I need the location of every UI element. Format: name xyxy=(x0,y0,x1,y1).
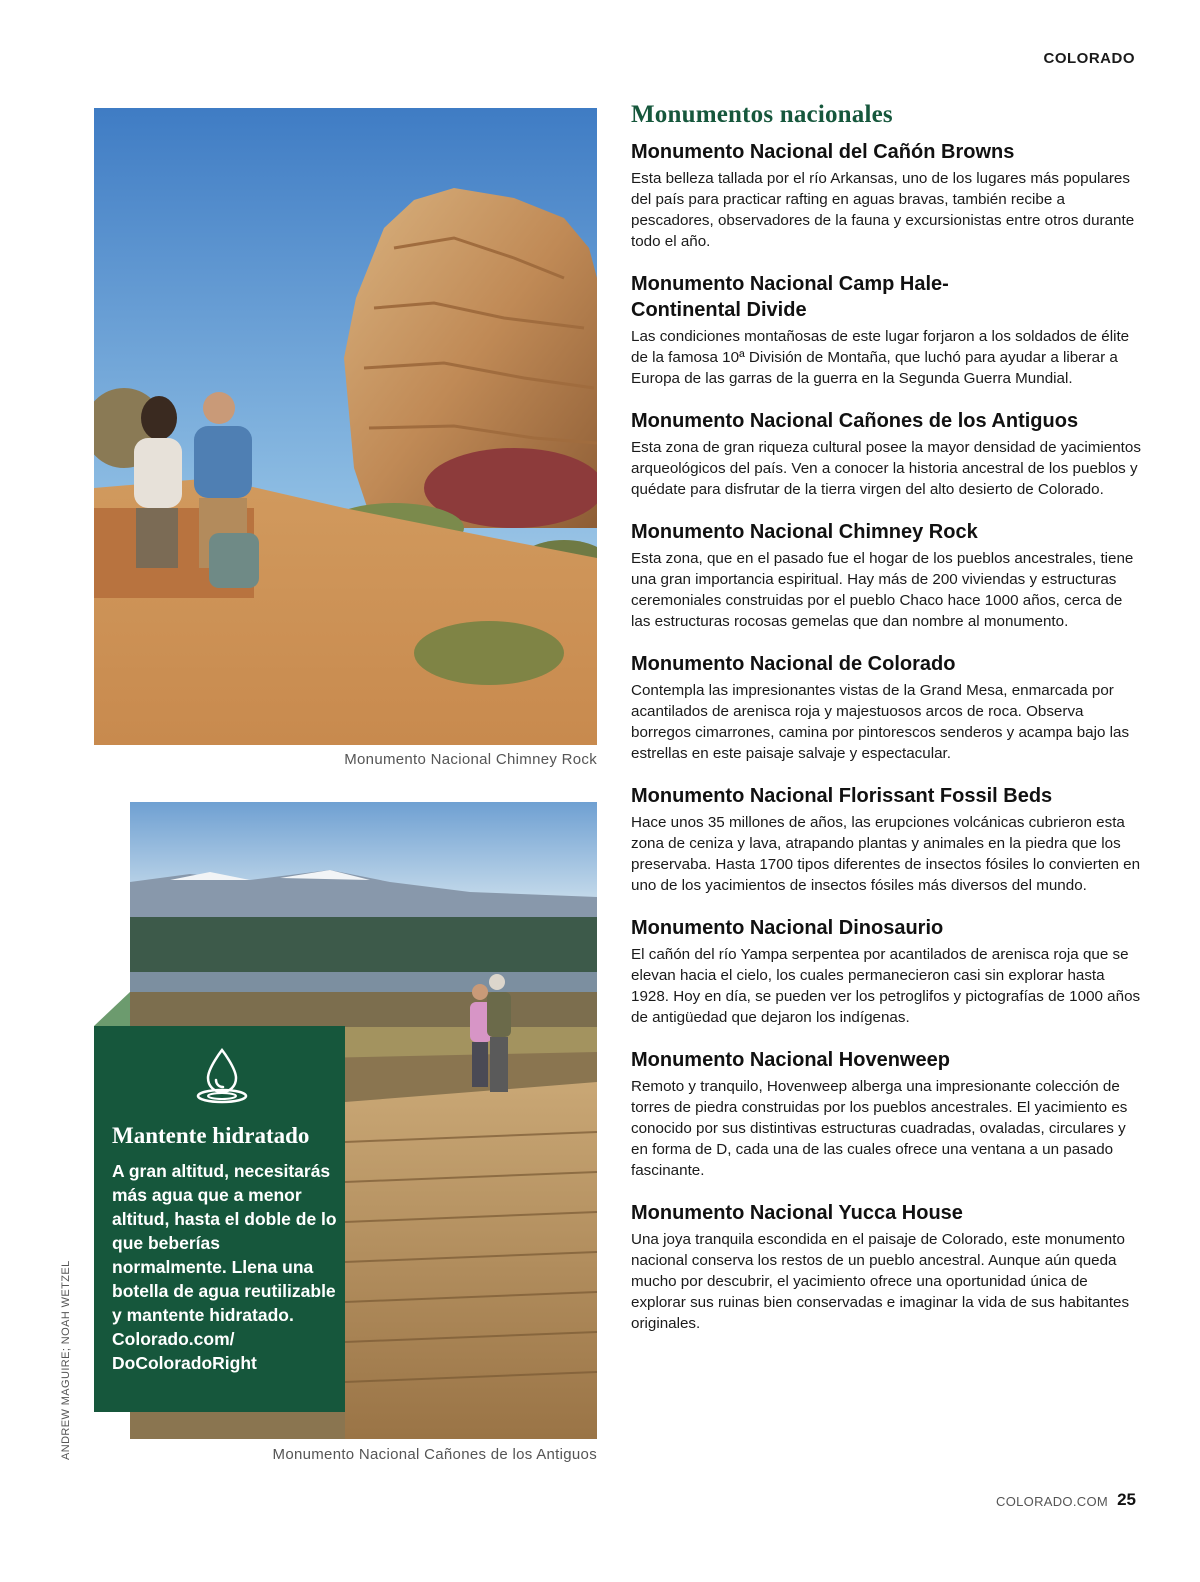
photo-credit: ANDREW MAGUIRE; NOAH WETZEL xyxy=(60,1260,72,1460)
monument-entry xyxy=(631,915,1141,1028)
monument-entry xyxy=(631,139,1141,252)
page-number: 25 xyxy=(1117,1490,1136,1509)
monument-entry xyxy=(631,1047,1141,1181)
monument-title: Monumento Nacional Yucca House xyxy=(631,1202,963,1224)
footer-site-link[interactable]: COLORADO.COM xyxy=(996,1494,1108,1509)
monument-entry xyxy=(631,651,1141,764)
monument-description: Contempla las impresionantes vistas de la Grand Mesa, enmarcada por acantilados de arenisca roja y majestuosos arcos de roca. Observa borregos cimarrones, camina por pintorescos senderos y acampa bajo las estrellas en este paisaje salvaje y espectacular. xyxy=(631,682,1130,762)
monument-entry xyxy=(631,519,1141,632)
monument-description: Remoto y tranquilo, Hovenweep alberga una impresionante colección de torres de piedra construidas por los pueblos ancestrales. El yacimiento es conocido por sus distintivas estructuras cuadradas, ovaladas, circulares y en forma de D, cada una de las cuales ofrece una ventana a un pasado fascinante. xyxy=(631,1078,1128,1179)
hydration-callout-box xyxy=(94,1026,345,1412)
callout-title: Mantente hidratado xyxy=(112,1123,310,1148)
monument-description: Esta zona de gran riqueza cultural posee la mayor densidad de yacimientos arqueológicos del país. Ven a conocer la historia ancestral de los pueblos y quédate para disfrutar de la tierra virgen del alto desierto de Colorado. xyxy=(631,439,1141,498)
monument-title: Monumento Nacional de Colorado xyxy=(631,653,956,675)
monument-description: El cañón del río Yampa serpentea por acantilados de arenisca roja que se elevan hacia el cielo, los cuales permanecieron casi sin explorar hasta 1928. Hoy en día, se pueden ver los petroglifos y pictografías de 1000 años de antigüedad que dejaron los indígenas. xyxy=(631,946,1141,1026)
monument-entry xyxy=(631,783,1141,896)
monument-description: Hace unos 35 millones de años, las erupciones volcánicas cubrieron esta zona de ceniza y lava, atrapando plantas y animales en la piedra que los preservaba. Hasta 1700 tipos diferentes de insectos fósiles lo convierten en uno de los yacimientos de insectos fósiles más diversos del mundo. xyxy=(631,814,1141,894)
section-header-label: COLORADO xyxy=(1043,50,1135,67)
photo1-caption: Monumento Nacional Chimney Rock xyxy=(344,751,597,768)
monument-title: Monumento Nacional Dinosaurio xyxy=(631,917,944,939)
monument-title: Monumento Nacional Hovenweep xyxy=(631,1049,950,1071)
monument-entry xyxy=(631,408,1141,500)
callout-corner-accent xyxy=(94,992,130,1026)
monument-title: Monumento Nacional del Cañón Browns xyxy=(631,141,1015,163)
section-title: Monumentos nacionales xyxy=(631,101,893,128)
monuments-article xyxy=(631,101,1141,1334)
photo2-caption: Monumento Nacional Cañones de los Antiguos xyxy=(272,1446,597,1463)
monument-entry xyxy=(631,271,1141,389)
monument-title: Monumento Nacional Cañones de los Antiguos xyxy=(631,410,1079,432)
monument-description: Esta zona, que en el pasado fue el hogar de los pueblos ancestrales, tiene una gran importancia espiritual. Hay más de 200 viviendas y estructuras ceremoniales construidas por el pueblo Chaco hace 1000 años, cerca de las estructuras rocosas gemelas que dan nombre al monumento. xyxy=(631,550,1134,630)
monument-title: Monumento Nacional Chimney Rock xyxy=(631,521,978,543)
monument-title: Monumento Nacional Florissant Fossil Beds xyxy=(631,785,1053,807)
callout-text: A gran altitud, necesitarás más agua que a menor altitud, hasta el doble de lo que beberías normalmente. Llena una botella de agua reutilizable y mantente hidratado. Colorado.com/ DoColoradoRight xyxy=(112,1161,337,1373)
monument-description: Esta belleza tallada por el río Arkansas, uno de los lugares más populares del país para practicar rafting en aguas bravas, también recibe a pescadores, observadores de la fauna y excursionistas entre otros durante todo el año. xyxy=(631,170,1135,250)
monument-description: Las condiciones montañosas de este lugar forjaron a los soldados de élite de la famosa 10ª División de Montaña, que luchó para ayudar a liberar a Europa de las garras de la guerra en la Segunda Guerra Mundial. xyxy=(631,328,1130,387)
chimney-rock-photo xyxy=(94,108,597,745)
monument-description: Una joya tranquila escondida en el paisaje de Colorado, este monumento nacional conserva los restos de un pueblo ancestral. Aunque aún queda mucho por descubrir, el yacimiento ofrece una oportunidad única de explorar sus ruinas bien conservadas e imaginar la vida de sus habitantes originales. xyxy=(631,1231,1130,1332)
monument-entry xyxy=(631,1200,1141,1334)
monument-title: Monumento Nacional Camp Hale-Continental Divide xyxy=(631,273,949,321)
water-drop-icon xyxy=(190,1044,254,1108)
